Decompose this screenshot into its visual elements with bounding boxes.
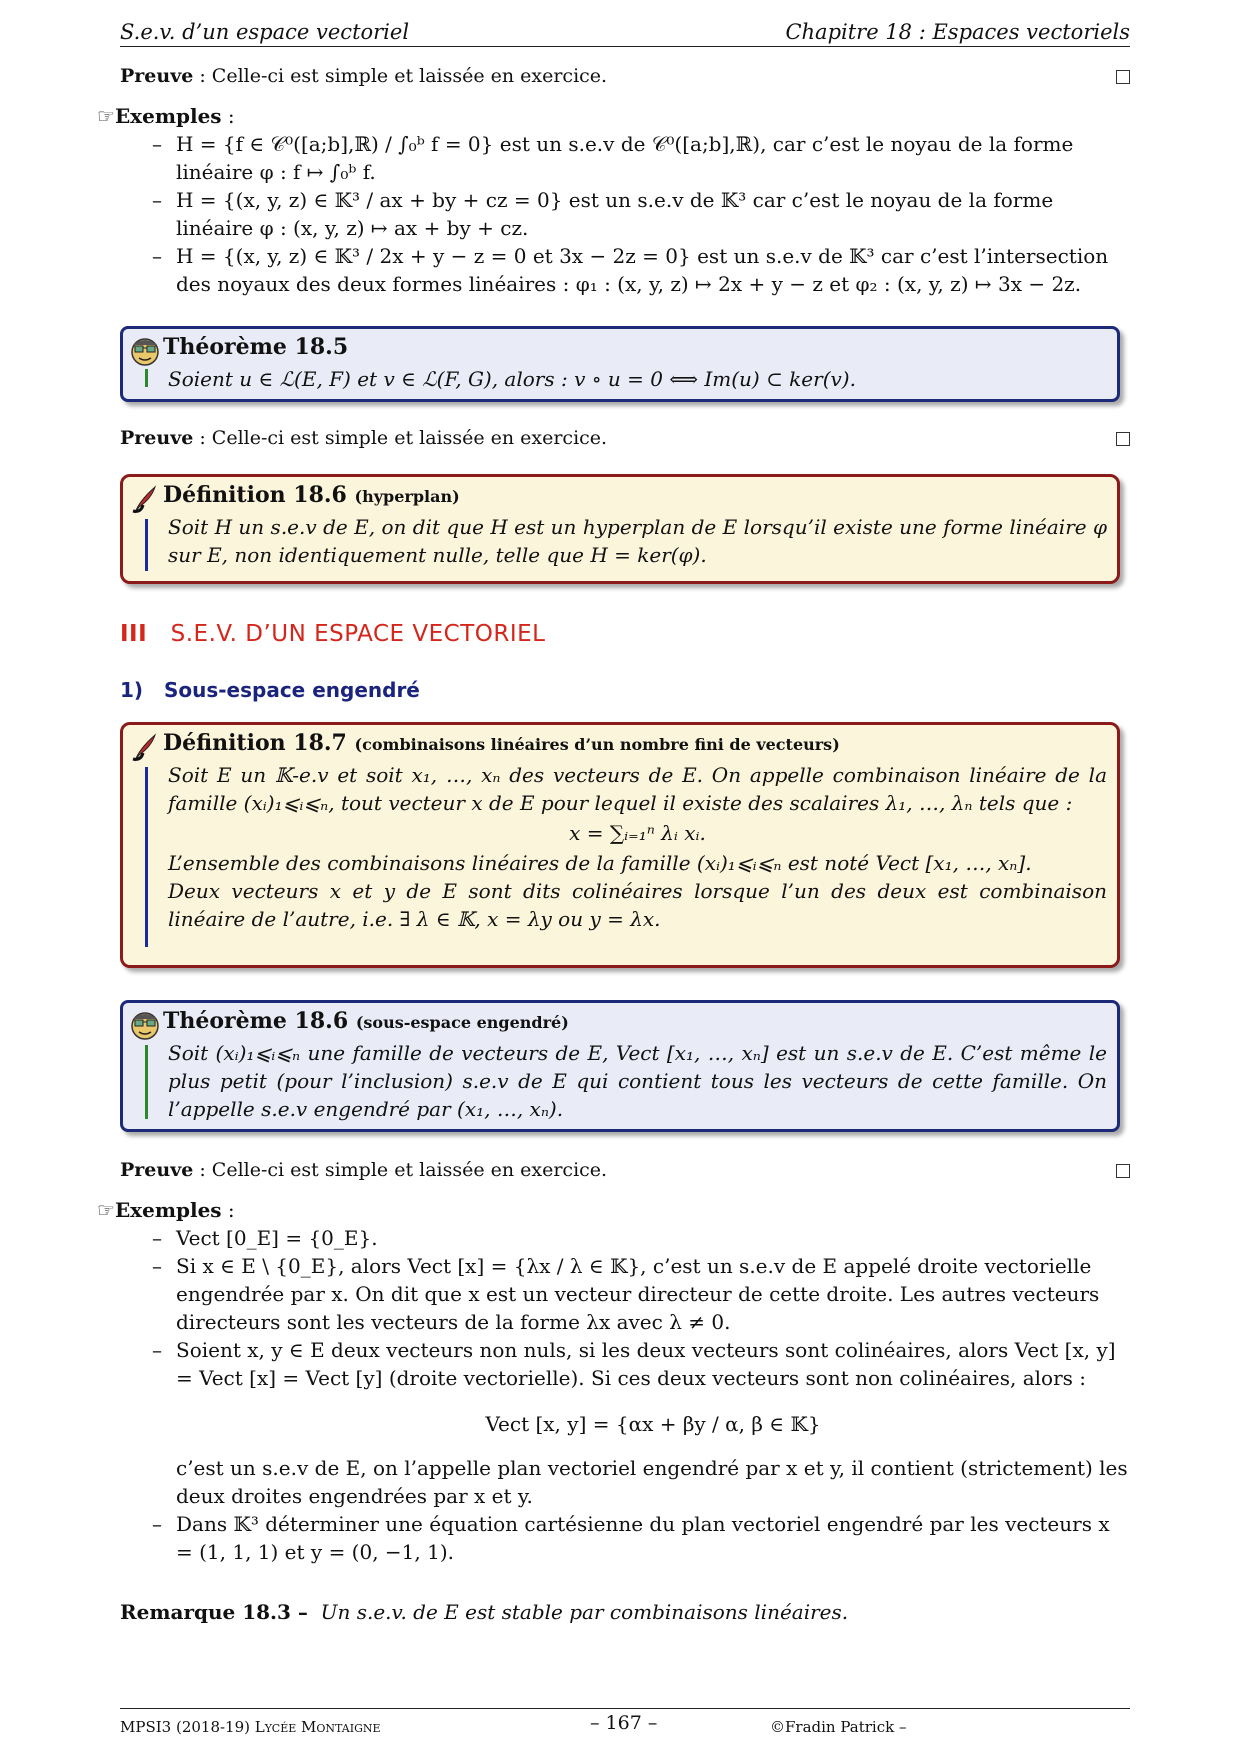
list-item: – Dans 𝕂³ déterminer une équation cartésienne du plan vectoriel engendré par les vecteurs x = (1, 1, 1) et y = (0, −1, 1).	[152, 1510, 1130, 1566]
page-footer	[120, 1708, 1130, 1736]
qed-icon	[1116, 70, 1130, 84]
examples-heading-1: ☞Exemples :	[97, 104, 235, 128]
section-title: S.E.V. D’UN ESPACE VECTORIEL	[170, 621, 546, 647]
definition-subtitle: (combinaisons linéaires d’un nombre fini de vecteurs)	[354, 735, 840, 754]
footer-left: MPSI3 (2018-19) Lycée Montaigne	[120, 1718, 381, 1736]
page-header	[120, 16, 1130, 47]
theorem-title-text: Théorème 18.6	[163, 1008, 349, 1034]
subsection-number: 1)	[120, 678, 144, 702]
footer-right: ©Fradin Patrick –	[770, 1718, 907, 1736]
margin-bar	[145, 1045, 148, 1119]
theorem-18-6	[120, 1000, 1120, 1132]
definition-paragraph: Deux vecteurs x et y de E sont dits colinéaires lorsque l’un des deux est combinaison linéaire de l’autre, i.e. ∃ λ ∈ 𝕂, x = λy ou y = λx.	[168, 879, 1107, 931]
remark-text: Un s.e.v. de E est stable par combinaisons linéaires.	[320, 1600, 849, 1624]
theorem-body: Soit (xᵢ)₁⩽ᵢ⩽ₙ une famille de vecteurs de E, Vect [x₁, …, xₙ] est un s.e.v de E. C’est même le plus petit (pour l’inclusion) s.e.v de E qui contient tous les vecteurs de cette famille. On l’appelle s.e.v engendré par (x₁, …, xₙ).	[168, 1041, 1107, 1121]
page-number: – 167 –	[590, 1712, 658, 1734]
list-item: – Si x ∈ E \ {0_E}, alors Vect [x] = {λx / λ ∈ 𝕂}, c’est un s.e.v de E appelé droite vectorielle engendrée par x. On dit que x est un vecteur directeur de cette droite. Les autres vecteurs directeurs sont les vecteurs de la forme λx avec λ ≠ 0.	[152, 1252, 1130, 1336]
definition-title	[163, 481, 460, 511]
definition-paragraph: Soit E un 𝕂-e.v et soit x₁, …, xₙ des vecteurs de E. On appelle combinaison linéaire de la famille (xᵢ)₁⩽ᵢ⩽ₙ, tout vecteur x de E pour lequel il existe des scalaires λ₁, …, λₙ tels que :	[168, 763, 1107, 815]
margin-bar	[145, 369, 148, 387]
remark	[120, 1598, 1130, 1626]
definition-title	[163, 729, 840, 759]
proof-label: Preuve	[120, 427, 194, 449]
list-item-text: – Soient x, y ∈ E deux vecteurs non nuls, si les deux vecteurs sont colinéaires, alors Vect [x, y] = Vect [x] = Vect [y] (droite vectorielle). Si ces deux vecteurs sont non colinéaires, alors :	[176, 1338, 1116, 1390]
proof-label: Preuve	[120, 65, 194, 87]
theorem-title-text: Théorème 18.5	[163, 334, 349, 360]
teacher-face-icon	[129, 335, 161, 367]
proof-2	[120, 424, 607, 452]
examples-heading-2: ☞Exemples :	[97, 1198, 235, 1222]
header-right: Chapitre 18 : Espaces vectoriels	[785, 20, 1130, 44]
margin-bar	[145, 519, 148, 571]
theorem-title	[163, 333, 348, 361]
proof-1	[120, 62, 607, 90]
pointing-hand-icon: ☞	[97, 1198, 115, 1222]
definition-18-7	[120, 722, 1120, 968]
list-item: – H = {(x, y, z) ∈ 𝕂³ / ax + by + cz = 0} est un s.e.v de 𝕂³ car c’est le noyau de la forme linéaire φ : (x, y, z) ↦ ax + by + cz.	[152, 186, 1130, 242]
quill-icon	[129, 483, 161, 515]
theorem-body: Soient u ∈ ℒ(E, F) et v ∈ ℒ(F, G), alors : v ∘ u = 0 ⟺ Im(u) ⊂ ker(v).	[168, 367, 856, 391]
pointing-hand-icon: ☞	[97, 104, 115, 128]
subsection-heading	[120, 676, 420, 704]
theorem-title	[163, 1007, 569, 1037]
theorem-subtitle: (sous-espace engendré)	[355, 1013, 569, 1032]
proof-text: : Celle-ci est simple et laissée en exercice.	[193, 427, 608, 449]
definition-body	[168, 761, 1107, 933]
theorem-18-5	[120, 326, 1120, 402]
section-number: III	[120, 621, 148, 647]
span-formula: Vect [x, y] = {αx + βy / α, β ∈ 𝕂}	[485, 1412, 821, 1436]
definition-body: Soit H un s.e.v de E, on dit que H est un hyperplan de E lorsqu’il existe une forme linéaire φ sur E, non identiquement nulle, telle que H = ker(φ).	[168, 515, 1107, 567]
qed-icon	[1116, 432, 1130, 446]
definition-18-6	[120, 474, 1120, 584]
proof-text: : Celle-ci est simple et laissée en exercice.	[193, 1159, 608, 1181]
header-left: S.e.v. d’un espace vectoriel	[120, 20, 410, 44]
list-item: – H = {f ∈ 𝒞⁰([a;b],ℝ) / ∫₀ᵇ f = 0} est un s.e.v de 𝒞⁰([a;b],ℝ), car c’est le noyau de la forme linéaire φ : f ↦ ∫₀ᵇ f.	[152, 130, 1130, 186]
examples-list-1	[152, 130, 1130, 298]
examples-list-2	[152, 1224, 1130, 1566]
examples-label: Exemples	[114, 1198, 222, 1222]
list-item: – H = {(x, y, z) ∈ 𝕂³ / 2x + y − z = 0 et 3x − 2z = 0} est un s.e.v de 𝕂³ car c’est l’intersection des noyaux des deux formes linéaires : φ₁ : (x, y, z) ↦ 2x + y − z et φ₂ : (x, y, z) ↦ 3x − 2z.	[152, 242, 1130, 298]
definition-title-text: Définition 18.7	[163, 730, 347, 756]
margin-bar	[145, 767, 148, 947]
proof-text: : Celle-ci est simple et laissée en exercice.	[193, 65, 608, 87]
definition-paragraph: L’ensemble des combinaisons linéaires de la famille (xᵢ)₁⩽ᵢ⩽ₙ est noté Vect [x₁, …, xₙ].	[168, 851, 1032, 875]
definition-formula: x = ∑ᵢ₌₁ⁿ λᵢ xᵢ.	[569, 821, 706, 845]
list-item	[152, 1336, 1130, 1510]
subsection-title: Sous-espace engendré	[163, 678, 420, 702]
list-item-continuation: c’est un s.e.v de E, on l’appelle plan vectoriel engendré par x et y, il contient (strictement) les deux droites engendrées par x et y.	[176, 1456, 1128, 1508]
section-heading	[120, 620, 546, 648]
definition-subtitle: (hyperplan)	[354, 487, 460, 506]
proof-label: Preuve	[120, 1159, 194, 1181]
quill-icon	[129, 731, 161, 763]
remark-label: Remarque 18.3 –	[120, 1600, 308, 1624]
teacher-face-icon	[129, 1009, 161, 1041]
proof-3	[120, 1156, 607, 1184]
qed-icon	[1116, 1164, 1130, 1178]
examples-label: Exemples	[114, 104, 222, 128]
definition-title-text: Définition 18.6	[163, 482, 347, 508]
list-item: – Vect [0_E] = {0_E}.	[152, 1224, 1130, 1252]
